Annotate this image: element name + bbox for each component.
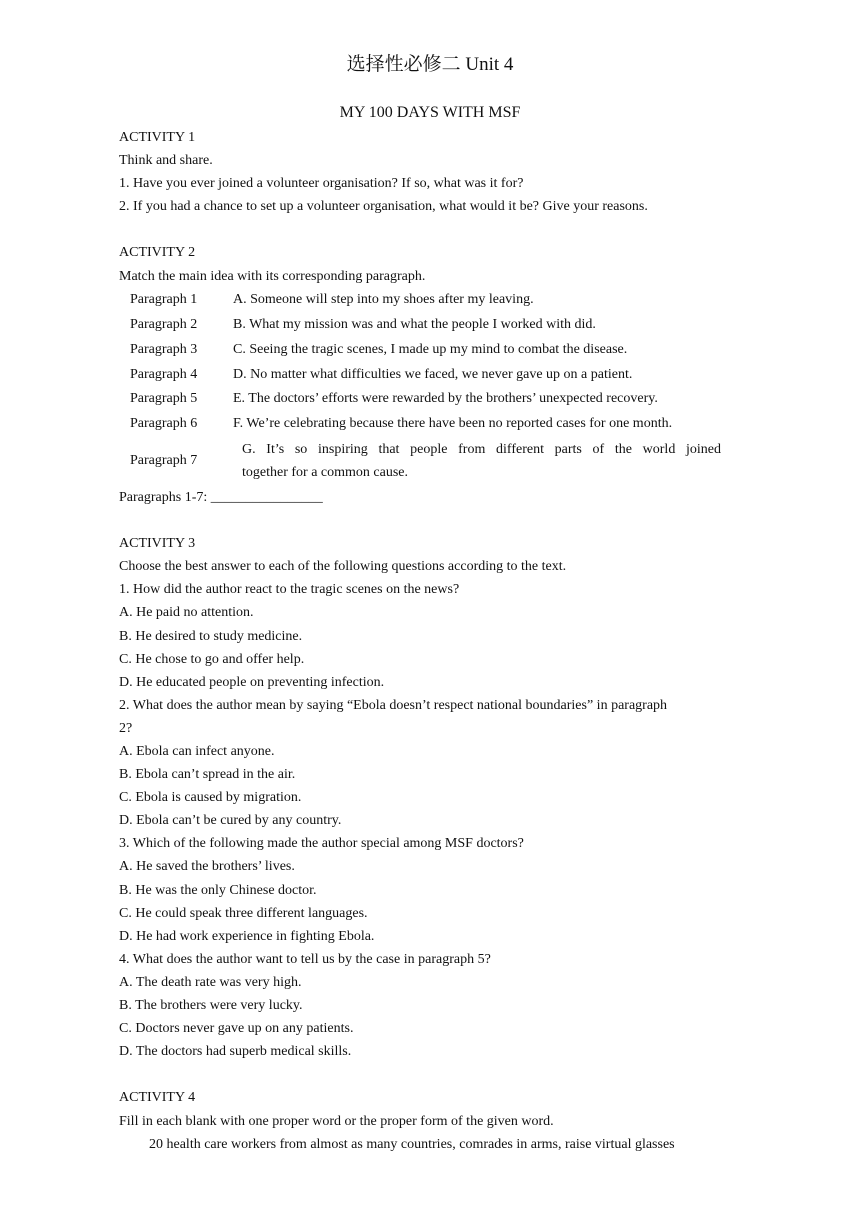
activity3-heading: ACTIVITY 3	[119, 536, 196, 552]
spacer	[119, 509, 721, 532]
answer-option: B. He was the only Chinese doctor.	[119, 882, 317, 898]
paragraph-label: Paragraph 7	[130, 453, 198, 469]
table-row	[119, 362, 721, 387]
main-idea: B. What my mission was and what the people I worked with did.	[233, 317, 596, 333]
paragraph-label: Paragraph 4	[130, 366, 198, 382]
answer-option: C. He could speak three different languages.	[119, 905, 368, 921]
answer-option: D. The doctors had superb medical skills.	[119, 1044, 352, 1060]
table-row	[119, 337, 721, 362]
table-row	[119, 312, 721, 337]
paragraph-label: Paragraph 3	[130, 341, 198, 357]
answer-option: B. The brothers were very lucky.	[119, 998, 303, 1014]
answer-option: A. The death rate was very high.	[119, 974, 302, 990]
activity4-heading: ACTIVITY 4	[119, 1090, 196, 1106]
answer-option: A. Ebola can infect anyone.	[119, 744, 275, 759]
table-row	[119, 411, 721, 436]
main-idea: D. No matter what difficulties we faced, we never gave up on a patient.	[233, 366, 633, 382]
answer-option: C. He chose to go and offer help.	[119, 651, 305, 667]
answer-option: D. He educated people on preventing infection.	[119, 674, 385, 690]
question-stem: 3. Which of the following made the author special among MSF doctors?	[119, 836, 524, 852]
activity1-question: 1. Have you ever joined a volunteer organisation? If so, what was it for?	[119, 176, 524, 192]
activity3-instruction: Choose the best answer to each of the following questions according to the text.	[119, 559, 567, 575]
activity2-instruction: Match the main idea with its corresponding paragraph.	[119, 268, 426, 284]
main-idea: C. Seeing the tragic scenes, I made up my mind to combat the disease.	[233, 341, 628, 357]
page-title: 选择性必修二 Unit 4	[346, 54, 514, 75]
matching-table	[119, 288, 721, 486]
paragraph-label: Paragraph 6	[130, 415, 198, 431]
activity4-instruction: Fill in each blank with one proper word or the proper form of the given word.	[119, 1113, 554, 1129]
table-row	[119, 386, 721, 411]
passage-text: 20 health care workers from almost as many countries, comrades in arms, raise virtual glasses	[149, 1136, 675, 1152]
main-idea-line: together for a common cause.	[242, 464, 408, 480]
answer-option: B. He desired to study medicine.	[119, 628, 303, 644]
main-idea	[233, 436, 721, 486]
answer-option: A. He saved the brothers’ lives.	[119, 859, 295, 875]
spacer	[119, 1063, 721, 1086]
activity2-heading: ACTIVITY 2	[119, 245, 196, 261]
answer-option: C. Ebola is caused by migration.	[119, 790, 302, 806]
answer-option: C. Doctors never gave up on any patients.	[119, 1021, 354, 1037]
main-idea: E. The doctors’ efforts were rewarded by the brothers’ unexpected recovery.	[233, 391, 658, 407]
paragraph-label: Paragraph 1	[130, 292, 198, 308]
answer-option: B. Ebola can’t spread in the air.	[119, 767, 296, 783]
activity1-heading: ACTIVITY 1	[119, 130, 196, 145]
document-body	[119, 126, 721, 1156]
question-stem-continued: 2?	[119, 720, 133, 736]
paragraph-label: Paragraph 2	[130, 317, 198, 333]
main-idea: A. Someone will step into my shoes after my leaving.	[233, 292, 534, 308]
spacer	[119, 218, 721, 241]
main-idea: F. We’re celebrating because there have been no reported cases for one month.	[233, 415, 673, 431]
activity1-question: 2. If you had a chance to set up a volunteer organisation, what would it be? Give your reasons.	[119, 199, 648, 215]
answer-option: A. He paid no attention.	[119, 605, 254, 621]
answer-option: D. He had work experience in fighting Ebola.	[119, 928, 375, 944]
question-stem: 4. What does the author want to tell us by the case in paragraph 5?	[119, 951, 491, 967]
page-subtitle: MY 100 DAYS WITH MSF	[339, 104, 521, 121]
question-stem: 1. How did the author react to the tragic scenes on the news?	[119, 582, 460, 598]
activity1-instruction: Think and share.	[119, 153, 213, 169]
answer-blank-line: Paragraphs 1-7: ________________	[119, 489, 323, 505]
table-row	[119, 288, 721, 313]
table-row	[119, 436, 721, 486]
answer-option: D. Ebola can’t be cured by any country.	[119, 813, 342, 829]
main-idea-line: G. It’s so inspiring that people from different parts of the world joined	[242, 441, 721, 457]
question-stem: 2. What does the author mean by saying “Ebola doesn’t respect national boundaries” in paragraph	[119, 697, 668, 713]
paragraph-label: Paragraph 5	[130, 391, 198, 407]
